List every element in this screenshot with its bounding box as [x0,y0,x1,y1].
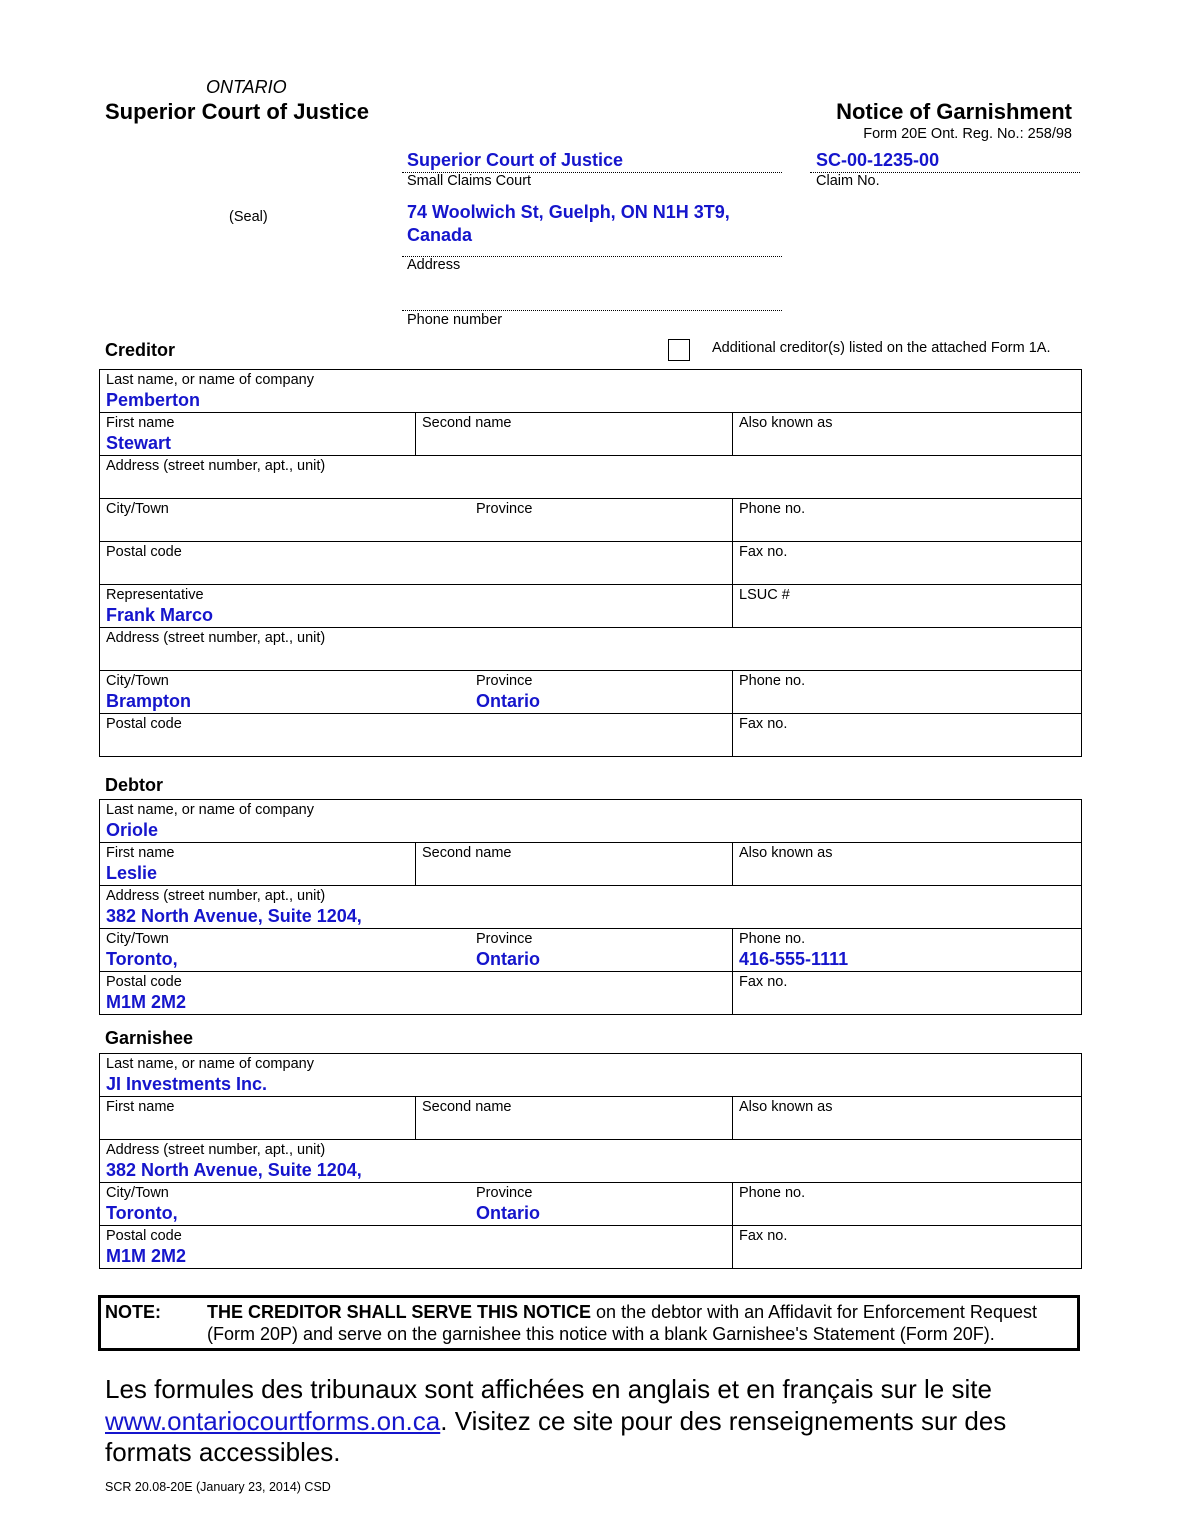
debtor-fax-field[interactable] [733,972,1082,1015]
debtor-province [476,929,540,970]
french-line1: Les formules des tribunaux sont affichées en anglais et en français sur le site [105,1374,992,1404]
note-text-line2: (Form 20P) and serve on the garnishee this notice with a blank Garnishee's Statement (Form 20F). [207,1324,995,1344]
city-label: City/Town [106,931,169,947]
creditor-fax-field[interactable] [733,542,1082,585]
garnishee-last-name-field[interactable] [100,1054,1082,1097]
city-label: City/Town [106,673,169,689]
note-box [98,1295,1080,1351]
garnishee-fax-field[interactable] [733,1226,1082,1269]
creditor-phone-field[interactable] [733,499,1082,542]
creditor-last-name-value: Pemberton [106,390,201,410]
court-address-field[interactable] [402,201,782,257]
form-number: Form 20E Ont. Reg. No.: 258/98 [863,126,1072,142]
court-address-line1: 74 Woolwich St, Guelph, ON N1H 3T9, [407,202,730,222]
lsuc-field[interactable] [733,585,1082,628]
phone-label: Phone no. [739,501,806,517]
creditor-first-name-value: Stewart [106,433,172,453]
debtor-second-name-field[interactable] [416,843,733,886]
representative-label: Representative [106,587,204,603]
garnishee-last-name-value: JI Investments Inc. [106,1074,268,1094]
debtor-last-name-value: Oriole [106,820,159,840]
court-forms-link[interactable]: www.ontariocourtforms.on.ca [105,1405,441,1436]
rep-province-value: Ontario [476,691,541,711]
additional-creditor-checkbox[interactable] [668,339,690,361]
french-line2-rest: . Visitez ce site pour des renseignements sur des [440,1405,1007,1436]
rep-city-province-field[interactable] [100,671,733,714]
note-text-line1: on the debtor with an Affidavit for Enforcement Request [591,1302,1037,1322]
court-label: Small Claims Court [407,173,532,189]
rep-city-value: Brampton [106,691,191,711]
province-label: Province [476,673,533,689]
seal: (Seal) [229,209,268,225]
garnishee-phone-field[interactable] [733,1183,1082,1226]
city-label: City/Town [106,501,169,517]
last-name-label: Last name, or name of company [106,1056,314,1072]
garnishee-first-name-field[interactable] [100,1097,416,1140]
garnishee-heading: Garnishee [105,1028,194,1048]
garnishee-province-value: Ontario [476,1203,541,1223]
phone-label: Phone no. [739,673,806,689]
note-line1 [207,1302,1037,1323]
rep-phone-field[interactable] [733,671,1082,714]
garnishee-province [476,1183,540,1224]
rep-province [476,671,540,712]
creditor-heading: Creditor [105,340,176,360]
postal-label: Postal code [106,974,182,990]
creditor-last-name-field[interactable] [100,370,1082,413]
address-label: Address (street number, apt., unit) [106,630,326,646]
address-label: Address (street number, apt., unit) [106,888,326,904]
address-label: Address (street number, apt., unit) [106,458,326,474]
garnishee-second-name-field[interactable] [416,1097,733,1140]
creditor-aka-field[interactable] [733,413,1082,456]
first-name-label: First name [106,845,175,861]
representative-value: Frank Marco [106,605,214,625]
creditor-last-name-row [100,370,1082,413]
postal-label: Postal code [106,1228,182,1244]
rep-address-field[interactable] [100,628,1082,671]
second-name-label: Second name [422,415,512,431]
aka-label: Also known as [739,845,833,861]
claim-no-value: SC-00-1235-00 [816,150,940,170]
garnishee-address-field[interactable] [100,1140,1082,1183]
aka-label: Also known as [739,1099,833,1115]
creditor-province [476,499,532,518]
lsuc-label: LSUC # [739,587,790,603]
debtor-phone-value: 416-555-1111 [739,949,849,969]
fax-label: Fax no. [739,716,788,732]
phone-number-label: Phone number [407,312,503,328]
city-label: City/Town [106,1185,169,1201]
claim-no-field[interactable] [810,150,1080,173]
aka-label: Also known as [739,415,833,431]
garnishee-city-value: Toronto, [106,1203,178,1223]
postal-label: Postal code [106,544,182,560]
debtor-province-value: Ontario [476,949,541,969]
debtor-first-name-value: Leslie [106,863,158,883]
note-label: NOTE: [105,1302,161,1322]
debtor-address-field[interactable] [100,886,1082,929]
court-name-field[interactable] [402,150,782,173]
note-bold-text: THE CREDITOR SHALL SERVE THIS NOTICE [207,1302,592,1322]
form-title: Notice of Garnishment [836,99,1072,124]
creditor-city-province-field[interactable] [100,499,733,542]
creditor-address-field[interactable] [100,456,1082,499]
debtor-table [99,799,1082,1015]
ontario-label: ONTARIO [206,77,287,97]
debtor-city-value: Toronto, [106,949,178,969]
last-name-label: Last name, or name of company [106,802,314,818]
creditor-second-name-field[interactable] [416,413,733,456]
debtor-postal-field[interactable] [100,972,733,1015]
debtor-address-value: 382 North Avenue, Suite 1204, [106,906,362,926]
province-label: Province [476,931,533,947]
first-name-label: First name [106,415,175,431]
province-label: Province [476,501,533,517]
court-phone-field[interactable] [402,288,782,311]
french-notice [105,1374,1006,1469]
creditor-postal-field[interactable] [100,542,733,585]
debtor-last-name-field[interactable] [100,800,1082,843]
postal-label: Postal code [106,716,182,732]
province-label: Province [476,1185,533,1201]
second-name-label: Second name [422,1099,512,1115]
last-name-label: Last name, or name of company [106,372,314,388]
french-line3: formats accessibles. [105,1437,341,1467]
debtor-city-province-field[interactable] [100,929,733,972]
garnishee-table [99,1053,1082,1269]
address-label: Address (street number, apt., unit) [106,1142,326,1158]
rep-fax-field[interactable] [733,714,1082,757]
representative-field[interactable] [100,585,733,628]
fax-label: Fax no. [739,974,788,990]
creditor-table [99,369,1082,757]
court-name-value: Superior Court of Justice [407,150,624,170]
garnishee-postal-field[interactable] [100,1226,733,1269]
fax-label: Fax no. [739,1228,788,1244]
rep-postal-field[interactable] [100,714,733,757]
court-heading: Superior Court of Justice [105,99,370,124]
garnishee-city-province-field[interactable] [100,1183,733,1226]
fax-label: Fax no. [739,544,788,560]
additional-creditor-note: Additional creditor(s) listed on the attached Form 1A. [712,340,1051,356]
debtor-first-name-field[interactable] [100,843,416,886]
debtor-heading: Debtor [105,775,163,795]
french-line2 [105,1406,1006,1438]
phone-label: Phone no. [739,1185,806,1201]
creditor-first-name-field[interactable] [100,413,416,456]
garnishee-address-value: 382 North Avenue, Suite 1204, [106,1160,362,1180]
garnishee-aka-field[interactable] [733,1097,1082,1140]
phone-label: Phone no. [739,931,806,947]
first-name-label: First name [106,1099,175,1115]
debtor-phone-field[interactable] [733,929,1082,972]
form-code: SCR 20.08-20E (January 23, 2014) CSD [105,1480,331,1494]
claim-label: Claim No. [816,173,880,189]
court-address-line2: Canada [407,225,473,245]
address-label: Address [407,257,461,273]
debtor-postal-value: M1M 2M2 [106,992,187,1012]
garnishee-postal-value: M1M 2M2 [106,1246,187,1266]
second-name-label: Second name [422,845,512,861]
debtor-aka-field[interactable] [733,843,1082,886]
